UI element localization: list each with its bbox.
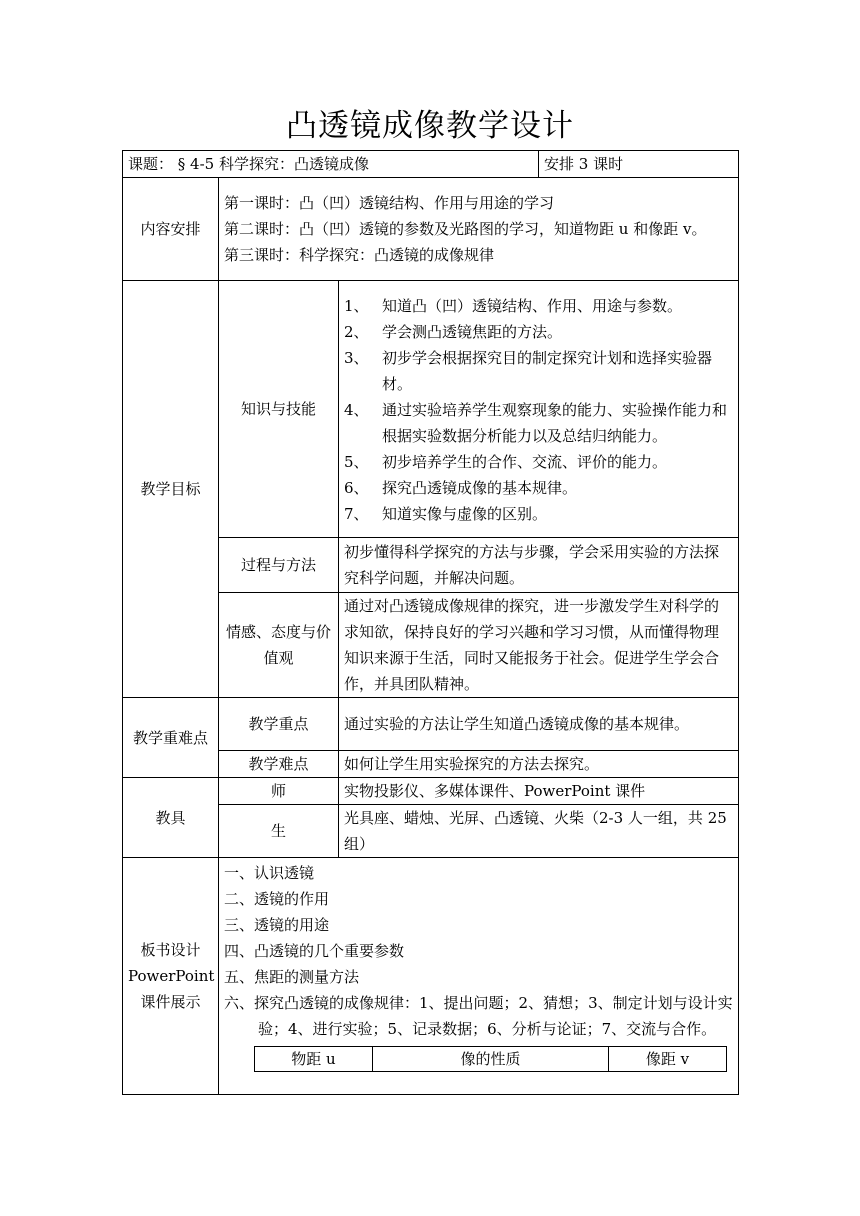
list-item: 7、 知道实像与虚像的区别。 (344, 505, 548, 523)
board-design-label-line3: 课件展示 (140, 993, 201, 1011)
header-row (123, 151, 739, 178)
knowledge-label: 知识与技能 (219, 281, 339, 538)
board-design-label (123, 858, 219, 1095)
document-title: 凸透镜成像教学设计 (286, 108, 574, 144)
list-item: 2、 学会测凸透镜焦距的方法。 (344, 323, 563, 341)
teaching-goals-label: 教学目标 (123, 281, 219, 698)
image-nature-header: 像的性质 (373, 1047, 609, 1072)
emotion-body: 通过对凸透镜成像规律的探究，进一步激发学生对科学的求知欲，保持良好的学习兴趣和学习习惯，从而懂得物理知识来源于生活，同时又能报务于社会。促进学生学会合作，并具团队精神。 (339, 593, 739, 698)
content-arrangement-row (123, 178, 739, 281)
image-distance-header: 像距 v (609, 1047, 727, 1072)
process-body: 初步懂得科学探究的方法与步骤，学会采用实验的方法探究科学问题，并解决问题。 (339, 538, 739, 593)
lesson-1-line: 第一课时：凸（凹）透镜结构、作用与用途的学习 (224, 194, 555, 212)
imaging-rule-header-row (255, 1047, 727, 1072)
board-line-2: 二、透镜的作用 (224, 890, 330, 908)
schedule-cell: 安排 3 课时 (539, 151, 739, 178)
process-label: 过程与方法 (219, 538, 339, 593)
teaching-aids-label: 教具 (123, 778, 219, 858)
teacher-aids-row (123, 778, 739, 805)
focus-body: 通过实验的方法让学生知道凸透镜成像的基本规律。 (339, 698, 739, 751)
board-design-row (123, 858, 739, 1095)
difficulty-label: 教学难点 (219, 751, 339, 778)
student-aids-body: 光具座、蜡烛、光屏、凸透镜、火柴（2-3 人一组，共 25 组） (339, 805, 739, 858)
student-label: 生 (219, 805, 339, 858)
list-item: 5、 初步培养学生的合作、交流、评价的能力。 (344, 453, 668, 471)
lesson-3-line: 第三课时：科学探究：凸透镜的成像规律 (224, 246, 495, 264)
focus-label: 教学重点 (219, 698, 339, 751)
list-item: 6、 探究凸透镜成像的基本规律。 (344, 479, 578, 497)
key-points-label: 教学重难点 (123, 698, 219, 778)
list-item: 1、 知道凸（凹）透镜结构、作用、用途与参数。 (344, 297, 683, 315)
goals-knowledge-row (123, 281, 739, 538)
emotion-label: 情感、态度与价值观 (219, 593, 339, 698)
board-design-label-line2: PowerPoint (128, 967, 215, 985)
knowledge-body (339, 281, 739, 538)
teacher-label: 师 (219, 778, 339, 805)
board-line-3: 三、透镜的用途 (224, 916, 330, 934)
difficulty-body: 如何让学生用实验探究的方法去探究。 (339, 751, 739, 778)
board-line-5: 五、焦距的测量方法 (224, 968, 360, 986)
board-line-4: 四、凸透镜的几个重要参数 (224, 942, 405, 960)
object-distance-header: 物距 u (255, 1047, 373, 1072)
teacher-aids-body: 实物投影仪、多媒体课件、PowerPoint 课件 (339, 778, 739, 805)
board-design-label-line1: 板书设计 (140, 941, 201, 959)
list-item: 3、 初步学会根据探究目的制定探究计划和选择实验器材。 (344, 349, 713, 393)
imaging-rule-table (254, 1046, 727, 1072)
lesson-plan-table (122, 150, 739, 1095)
board-design-body (219, 858, 739, 1095)
content-arrangement-label: 内容安排 (123, 178, 219, 281)
focus-row (123, 698, 739, 751)
list-item: 4、 通过实验培养学生观察现象的能力、实验操作能力和根据实验数据分析能力以及总结归纳能力。 (344, 401, 728, 445)
board-line-6: 六、探究凸透镜的成像规律：1、提出问题；2、猜想；3、制定计划与设计实验；4、进行实验；5、记录数据；6、分析与论证；7、交流与合作。 (224, 994, 733, 1038)
lesson-2-line: 第二课时：凸（凹）透镜的参数及光路图的学习，知道物距 u 和像距 v。 (224, 220, 707, 238)
board-line-1: 一、认识透镜 (224, 864, 315, 882)
topic-cell: 课题： § 4-5 科学探究：凸透镜成像 (123, 151, 539, 178)
content-arrangement-body (219, 178, 739, 281)
knowledge-list (344, 289, 733, 529)
